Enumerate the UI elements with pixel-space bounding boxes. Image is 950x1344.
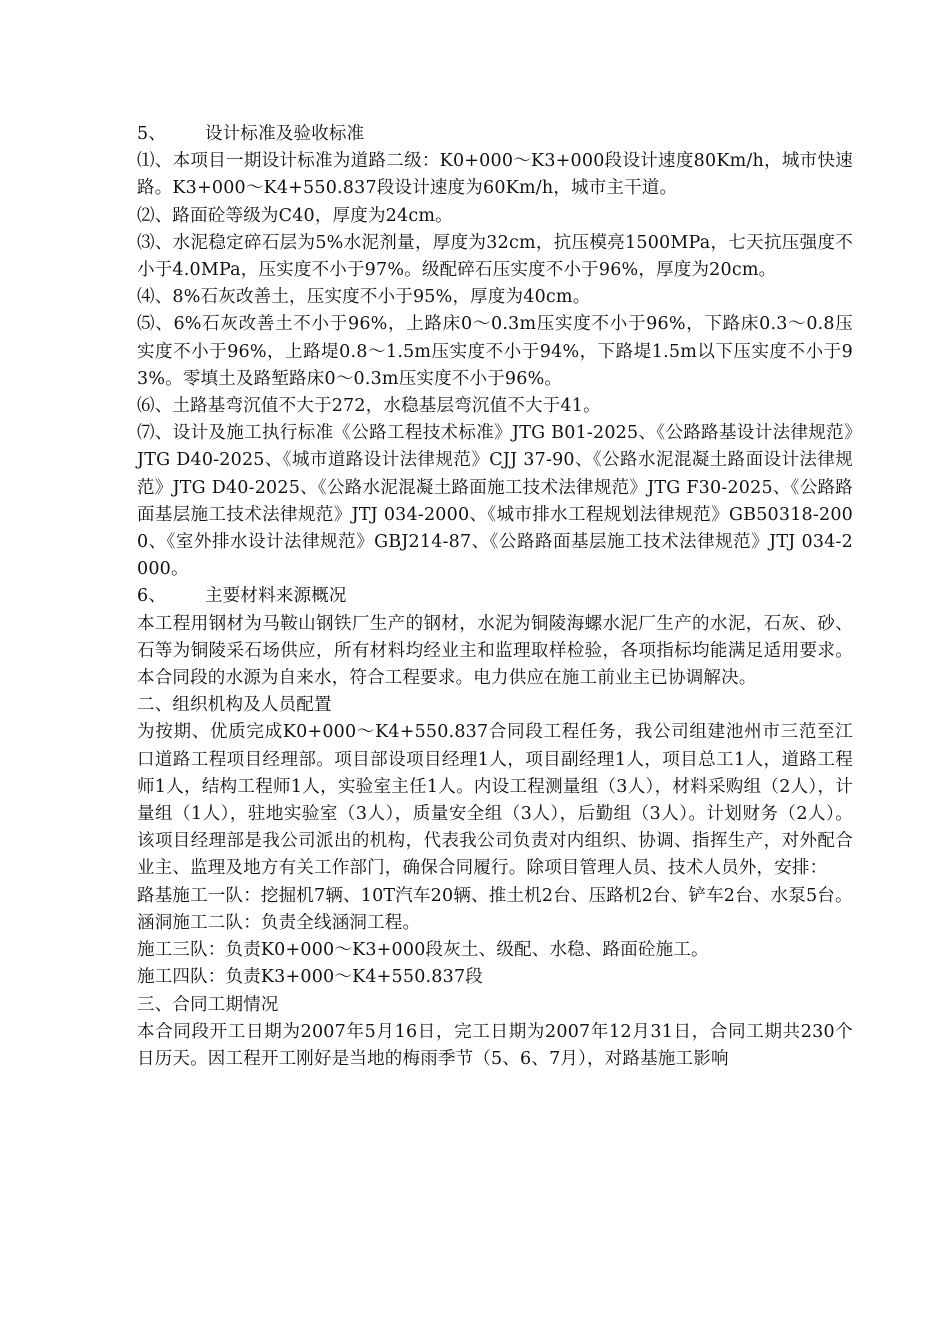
paragraph: 为按期、优质完成K0+000～K4+550.837合同段工程任务，我公司组建池州市三范至江口道路工程项目经理部。项目部设项目经理1人，项目副经理1人，项目总工1人，道路工程师1人，结构工程师1人，实验室主任1人。内设工程测量组（3人），材料采购组（2人），计量组（1人），驻地实验室（3人），质量安全组（3人），后勤组（3人）。计划财务（2人）。该项目经理部是我公司派出的机构，代表我公司负责对内组织、协调、指挥生产，对外配合业主、监理及地方有关工作部门，确保合同履行。除项目管理人员、技术人员外，安排： (137, 722, 853, 879)
paragraph: ⑶、水泥稳定碎石层为5%水泥剂量，厚度为32cm，抗压模亮1500MPa，七天抗压强度不小于4.0MPa，压实度不小于97%。级配碎石压实度不小于96%，厚度为20cm。 (137, 232, 853, 281)
heading-text: 主要材料来源概况 (205, 586, 347, 607)
paragraph: 路基施工一队：挖掘机7辆、10T汽车20辆、推土机2台、压路机2台、铲车2台、水泵5台。 (137, 885, 853, 906)
paragraph: ⑹、土路基弯沉值不大于272，水稳基层弯沉值不大于41。 (137, 396, 601, 417)
paragraph: 本工程用钢材为马鞍山钢铁厂生产的钢材，水泥为铜陵海螺水泥厂生产的水泥，石灰、砂、石等为铜陵采石场供应，所有材料均经业主和监理取样检验，各项指标均能满足适用要求。本合同段的水源为自来水，符合工程要求。电力供应在施工前业主已协调解决。 (137, 613, 853, 689)
paragraph: 本合同段开工日期为2007年5月16日，完工日期为2007年12月31日，合同工期共230个日历天。因工程开工刚好是当地的梅雨季节（5、6、7月），对路基施工影响 (137, 1021, 853, 1069)
paragraph: 施工三队：负责K0+000～K3+000段灰土、级配、水稳、路面砼施工。 (137, 940, 709, 961)
paragraph: ⑸、6%石灰改善土不小于96%，上路床0～0.3m压实度不小于96%，下路床0.3～0.8压实度不小于96%，上路堤0.8～1.5m压实度不小于94%，下路堤1.5m以下压实度不小于93%。零填土及路堑路床0～0.3m压实度不小于96%。 (137, 314, 853, 389)
paragraph: ⑺、设计及施工执行标准《公路工程技术标准》JTG B01-2025、《公路路基设计法律规范》JTG D40-2025、《城市道路设计法律规范》CJJ 37-90、《公路水泥混凝土路面设计法律规范》JTG D40-2025、《公路水泥混凝土路面施工技术法律规范》JTG F30-2025、《公路路面基层施工技术法律规范》JTJ 034-2000、《城市排水工程规划法律规范》GB50318-2000、《室外排水设计法律规范》GBJ214-87、《公路路面基层施工技术法律规范》JTJ 034-2000。 (137, 423, 853, 580)
paragraph: ⑵、路面砼等级为C40，厚度为24cm。 (137, 205, 453, 226)
heading-number: 5、 (137, 124, 167, 144)
document-body (137, 121, 853, 1073)
section-heading (137, 121, 853, 148)
chapter-heading: 三、合同工期情况 (137, 994, 279, 1015)
paragraph: 涵洞施工二队：负责全线涵洞工程。 (137, 912, 421, 933)
section-heading (137, 583, 853, 610)
paragraph: 施工四队：负责K3+000～K4+550.837段 (137, 967, 484, 988)
paragraph: ⑴、本项目一期设计标准为道路二级：K0+000～K3+000段设计速度80Km/h，城市快速路。K3+000～K4+550.837段设计速度为60Km/h，城市主干道。 (137, 151, 853, 199)
chapter-heading: 二、组织机构及人员配置 (137, 695, 332, 716)
paragraph: ⑷、8%石灰改善土，压实度不小于95%，厚度为40cm。 (137, 287, 591, 308)
heading-text: 设计标准及验收标准 (205, 124, 365, 144)
heading-number: 6、 (137, 586, 167, 607)
